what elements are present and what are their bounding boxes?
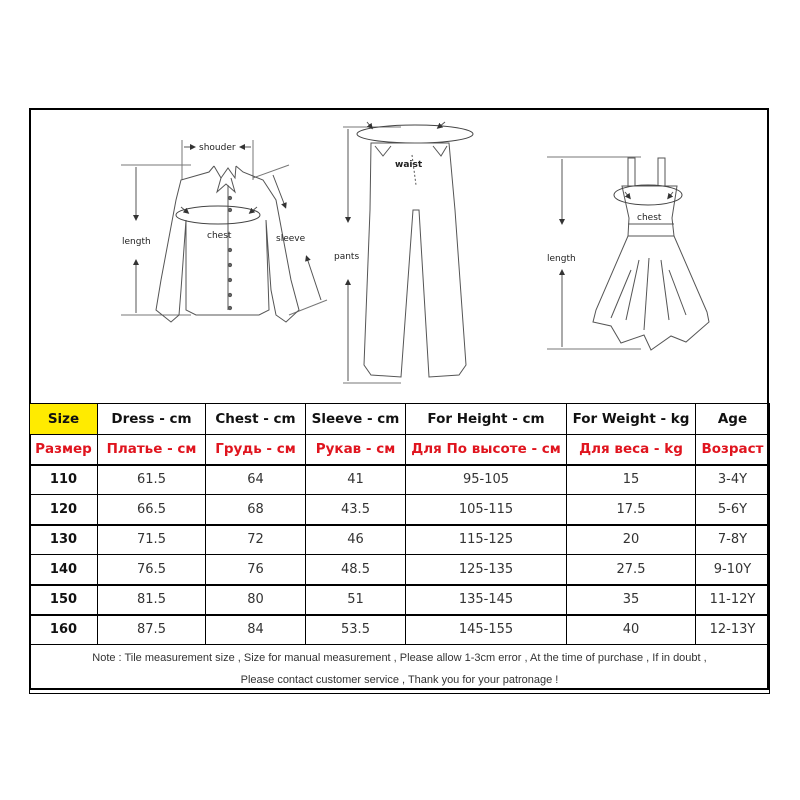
- height-cell: 115-125: [406, 525, 567, 555]
- dress-cell: 66.5: [98, 495, 206, 525]
- age-cell: 11-12Y: [696, 585, 770, 615]
- size-chart-frame: [29, 108, 769, 690]
- shirt-chest-label: chest: [207, 231, 232, 241]
- weight-cell: 17.5: [567, 495, 696, 525]
- garment-illustrations: [31, 110, 767, 403]
- header-height: For Height - cm: [406, 404, 567, 435]
- height-cell: 125-135: [406, 555, 567, 585]
- dress-cell: 61.5: [98, 465, 206, 495]
- size-cell: 120: [30, 495, 98, 525]
- header-age: Age: [696, 404, 770, 435]
- table-row: [30, 465, 770, 495]
- note-line-2: Please contact customer service , Thank you for your patronage !: [240, 674, 559, 686]
- header-weight-ru: Для веса - kg: [567, 435, 696, 465]
- weight-cell: 15: [567, 465, 696, 495]
- chest-cell: 68: [206, 495, 306, 525]
- height-cell: 105-115: [406, 495, 567, 525]
- table-row: [30, 525, 770, 555]
- age-cell: 12-13Y: [696, 615, 770, 645]
- weight-cell: 20: [567, 525, 696, 555]
- header-sleeve: Sleeve - cm: [306, 404, 406, 435]
- sleeve-cell: 48.5: [306, 555, 406, 585]
- pants-waist-label: waist: [395, 160, 423, 170]
- weight-cell: 40: [567, 615, 696, 645]
- height-cell: 135-145: [406, 585, 567, 615]
- note-row: [30, 645, 770, 694]
- size-cell: 140: [30, 555, 98, 585]
- header-size: Size: [30, 404, 98, 435]
- size-cell: 130: [30, 525, 98, 555]
- header-age-ru: Возраст: [696, 435, 770, 465]
- size-cell: 150: [30, 585, 98, 615]
- dress-cell: 81.5: [98, 585, 206, 615]
- age-cell: 7-8Y: [696, 525, 770, 555]
- dress-length-label: length: [547, 254, 576, 264]
- table-row: [30, 585, 770, 615]
- shirt-length-label: length: [122, 237, 151, 247]
- sleeve-cell: 46: [306, 525, 406, 555]
- table-row: [30, 615, 770, 645]
- dress-cell: 87.5: [98, 615, 206, 645]
- dress-cell: 71.5: [98, 525, 206, 555]
- header-chest-ru: Грудь - см: [206, 435, 306, 465]
- header-size-ru: Размер: [30, 435, 98, 465]
- chest-cell: 76: [206, 555, 306, 585]
- shirt-shoulder-label: shouder: [199, 143, 236, 153]
- garment-diagram: [31, 110, 767, 403]
- header-dress: Dress - cm: [98, 404, 206, 435]
- size-cell: 160: [30, 615, 98, 645]
- size-cell: 110: [30, 465, 98, 495]
- dress-chest-label: chest: [637, 213, 662, 223]
- weight-cell: 27.5: [567, 555, 696, 585]
- sleeve-cell: 51: [306, 585, 406, 615]
- header-row-english: [30, 404, 770, 435]
- sleeve-cell: 53.5: [306, 615, 406, 645]
- age-cell: 5-6Y: [696, 495, 770, 525]
- height-cell: 95-105: [406, 465, 567, 495]
- chest-cell: 80: [206, 585, 306, 615]
- height-cell: 145-155: [406, 615, 567, 645]
- dress-cell: 76.5: [98, 555, 206, 585]
- header-height-ru: Для По высоте - см: [406, 435, 567, 465]
- pants-length-label: pants: [334, 252, 360, 262]
- header-dress-ru: Платье - см: [98, 435, 206, 465]
- age-cell: 3-4Y: [696, 465, 770, 495]
- header-chest: Chest - cm: [206, 404, 306, 435]
- size-table: [29, 403, 770, 694]
- table-row: [30, 495, 770, 525]
- table-row: [30, 555, 770, 585]
- note-line-1: Note : Tile measurement size , Size for manual measurement , Please allow 1-3cm error , At the time of purchase , If in doubt ,: [92, 652, 707, 664]
- sleeve-cell: 41: [306, 465, 406, 495]
- chest-cell: 84: [206, 615, 306, 645]
- weight-cell: 35: [567, 585, 696, 615]
- measurement-note: [30, 645, 770, 694]
- chest-cell: 72: [206, 525, 306, 555]
- header-sleeve-ru: Рукав - см: [306, 435, 406, 465]
- header-row-russian: [30, 435, 770, 465]
- age-cell: 9-10Y: [696, 555, 770, 585]
- chest-cell: 64: [206, 465, 306, 495]
- shirt-sleeve-label: sleeve: [276, 234, 306, 244]
- header-weight: For Weight - kg: [567, 404, 696, 435]
- sleeve-cell: 43.5: [306, 495, 406, 525]
